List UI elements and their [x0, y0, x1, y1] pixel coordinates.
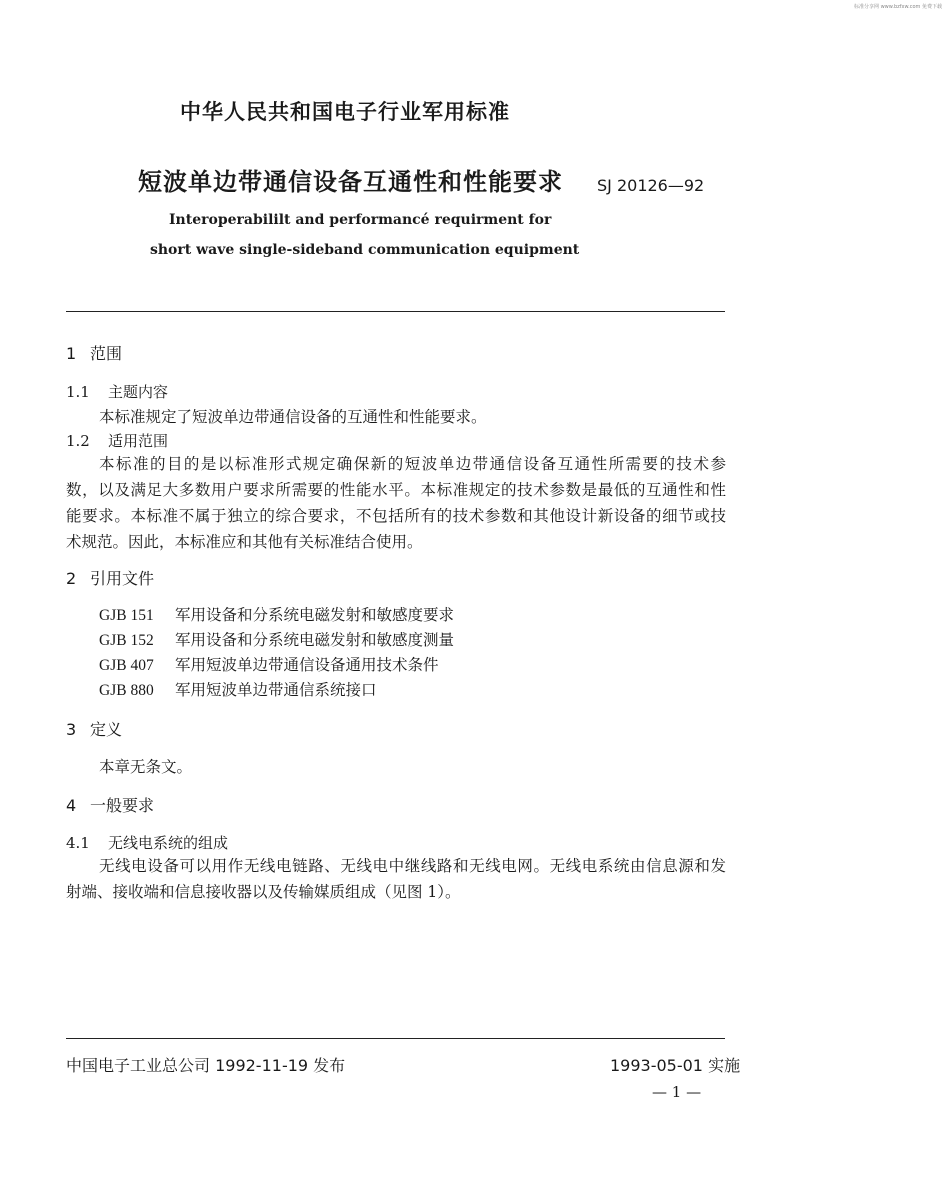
- english-title-line-2: short wave single-sideband communication equipment: [150, 242, 580, 258]
- section-number: 1: [66, 344, 77, 363]
- reference-item: [99, 628, 454, 650]
- document-title: 短波单边带通信设备互通性和性能要求: [138, 168, 563, 196]
- section-number: 1.2: [66, 432, 90, 450]
- reference-title: 军用短波单边带通信设备通用技术条件: [175, 656, 439, 674]
- section-1-heading: [66, 341, 122, 364]
- reference-code: GJB 152: [99, 632, 154, 649]
- standard-category-title: 中华人民共和国电子行业军用标准: [180, 100, 510, 124]
- section-4-heading: [66, 793, 154, 816]
- reference-item: [99, 653, 439, 675]
- english-title-line-1: Interoperabililt and performancé requirment for: [169, 212, 552, 228]
- section-4-1-heading: [66, 832, 228, 853]
- header-divider: [66, 311, 725, 312]
- section-title: 无线电系统的组成: [108, 834, 229, 852]
- section-number: 2: [66, 569, 77, 588]
- reference-item: [99, 678, 377, 700]
- section-4-1-paragraph: [66, 853, 726, 905]
- reference-code: GJB 880: [99, 682, 154, 699]
- footer-divider: [66, 1038, 725, 1039]
- reference-item: [99, 603, 454, 625]
- section-number: 4.1: [66, 834, 90, 852]
- paragraph-line: 术规范。因此，本标准应和其他有关标准结合使用。: [66, 533, 423, 551]
- corner-watermark: 标准分享网 www.bzfxw.com 免费下载: [854, 4, 942, 10]
- reference-code: GJB 407: [99, 657, 154, 674]
- paragraph-line: 数，以及满足大多数用户要求所需要的性能水平。本标准规定的技术参数是最低的互通性和性: [66, 481, 726, 499]
- reference-title: 军用短波单边带通信系统接口: [175, 681, 377, 699]
- section-1-1-heading: [66, 381, 168, 402]
- section-number: 3: [66, 720, 77, 739]
- paragraph-line: 本标准的目的是以标准形式规定确保新的短波单边带通信设备互通性所需要的技术参: [99, 455, 726, 473]
- section-3-heading: [66, 717, 122, 740]
- reference-title: 军用设备和分系统电磁发射和敏感度要求: [175, 606, 455, 624]
- section-title: 主题内容: [108, 383, 169, 401]
- section-title: 范围: [90, 344, 123, 363]
- section-1-2-paragraph: [66, 451, 726, 555]
- paragraph-line: 无线电设备可以用作无线电链路、无线电中继线路和无线电网。无线电系统由信息源和发: [99, 857, 726, 875]
- section-title: 适用范围: [108, 432, 169, 450]
- paragraph-line: 能要求。本标准不属于独立的综合要求，不包括所有的技术参数和其他设计新设备的细节或技: [66, 507, 726, 525]
- section-title: 一般要求: [90, 796, 155, 815]
- document-number: SJ 20126—92: [597, 176, 705, 195]
- reference-code: GJB 151: [99, 607, 154, 624]
- section-number: 4: [66, 796, 77, 815]
- section-title: 引用文件: [90, 569, 155, 588]
- effective-date: 1993-05-01 实施: [610, 1056, 741, 1075]
- page-number: — 1 —: [652, 1083, 702, 1101]
- section-3-text: 本章无条文。: [99, 758, 193, 776]
- section-1-1-text: 本标准规定了短波单边带通信设备的互通性和性能要求。: [99, 408, 487, 426]
- reference-title: 军用设备和分系统电磁发射和敏感度测量: [175, 631, 455, 649]
- issue-date: 中国电子工业总公司 1992-11-19 发布: [66, 1056, 346, 1075]
- section-2-heading: [66, 566, 154, 589]
- section-title: 定义: [90, 720, 123, 739]
- paragraph-line: 射端、接收端和信息接收器以及传输媒质组成（见图 1）。: [66, 883, 461, 901]
- section-1-2-heading: [66, 430, 168, 451]
- section-number: 1.1: [66, 383, 90, 401]
